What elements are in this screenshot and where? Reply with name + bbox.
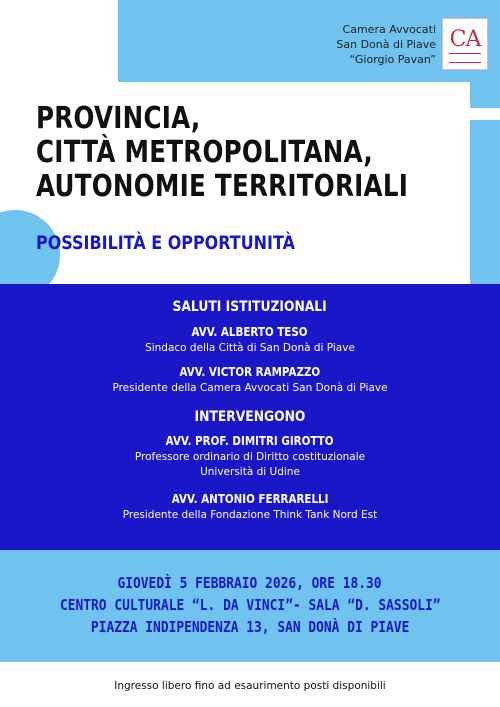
event-title bbox=[36, 102, 408, 204]
title-line-1: PROVINCIA, bbox=[36, 101, 201, 136]
event-subtitle: POSSIBILITÀ E OPPORTUNITÀ bbox=[36, 232, 295, 254]
speaker-name: AVV. PROF. DIMITRI GIROTTO bbox=[166, 434, 334, 448]
speaker-name: AVV. ALBERTO TESO bbox=[191, 325, 309, 339]
speaker-affiliation: Università di Udine bbox=[200, 466, 300, 478]
organizer-line-2: San Donà di Piave bbox=[336, 37, 436, 51]
speaker-role: Presidente della Camera Avvocati San Donà di Piave bbox=[112, 382, 388, 394]
section-heading-saluti: SALUTI ISTITUZIONALI bbox=[172, 299, 328, 315]
camera-avvocati-logo-icon bbox=[442, 18, 488, 70]
event-date-time: GIOVEDÌ 5 FEBBRAIO 2026, ORE 18.30 bbox=[117, 574, 383, 592]
title-line-3: AUTONOMIE TERRITORIALI bbox=[36, 169, 409, 204]
organizer-name bbox=[336, 22, 436, 67]
speaker-role: Professore ordinario di Diritto costituzionale bbox=[134, 451, 366, 463]
speaker-role: Sindaco della Città di San Donà di Piave bbox=[145, 342, 355, 354]
organizer-line-1: Camera Avvocati bbox=[342, 22, 436, 36]
program bbox=[0, 296, 500, 523]
speaker-role: Presidente della Fondazione Think Tank Nord Est bbox=[122, 509, 378, 521]
logo-lines bbox=[449, 53, 481, 63]
admission-note: Ingresso libero fino ad esaurimento posti disponibili bbox=[114, 680, 386, 692]
event-address: PIAZZA INDIPENDENZA 13, SAN DONÀ DI PIAVE bbox=[90, 618, 410, 636]
title-line-2: CITTÀ METROPOLITANA, bbox=[36, 135, 373, 170]
event-venue: CENTRO CULTURALE “L. DA VINCI”- SALA “D. SASSOLI” bbox=[59, 596, 441, 614]
organizer-line-3: “Giorgio Pavan” bbox=[349, 52, 436, 66]
speaker-name: AVV. ANTONIO FERRARELLI bbox=[171, 492, 329, 506]
logo-monogram: CA bbox=[449, 27, 481, 52]
section-heading-interventi: INTERVENGONO bbox=[194, 409, 306, 425]
organizer-logo bbox=[336, 18, 488, 70]
speaker-name: AVV. VICTOR RAMPAZZO bbox=[179, 365, 321, 379]
event-details bbox=[0, 572, 500, 638]
